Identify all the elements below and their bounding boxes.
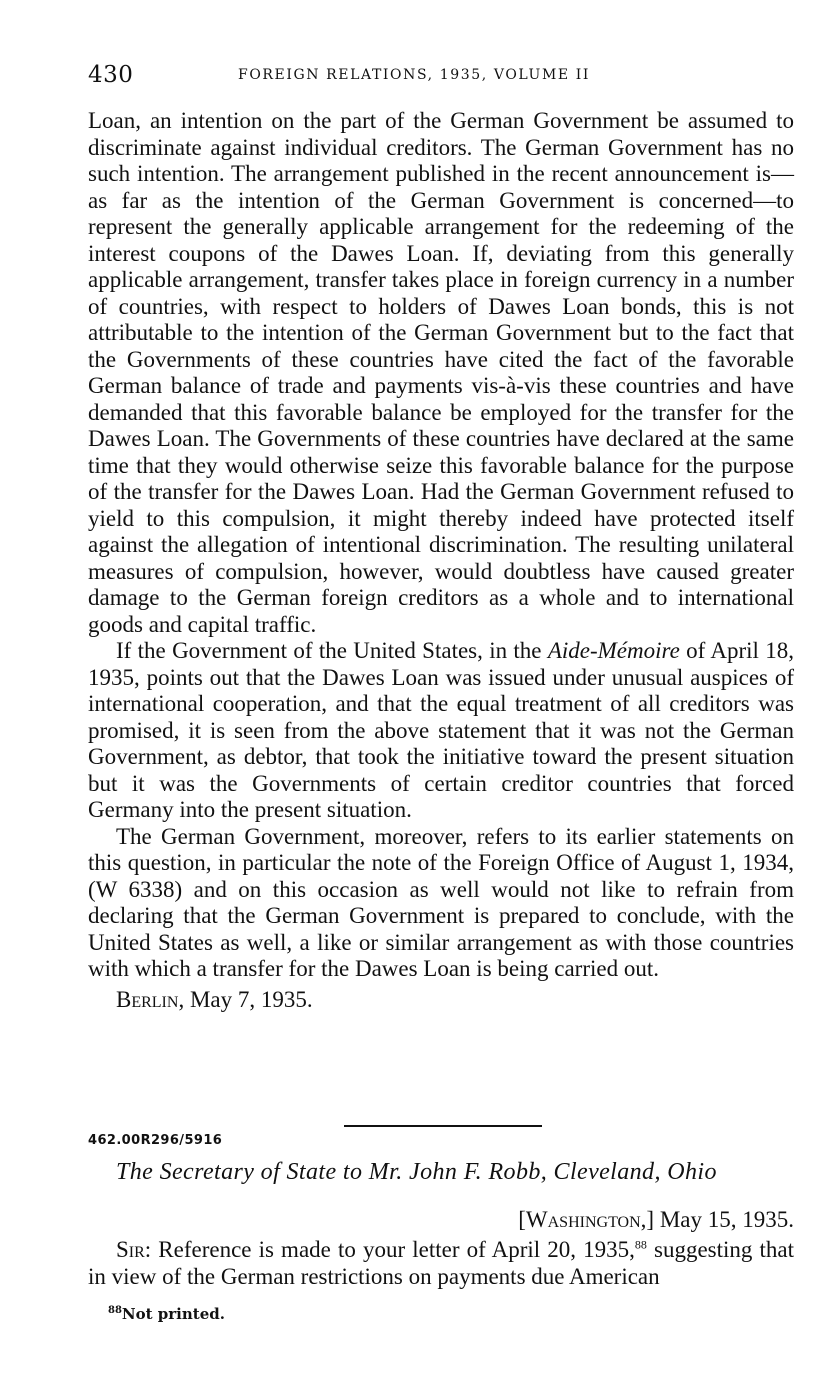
paragraph [88, 638, 794, 824]
footnote [108, 1305, 225, 1323]
paragraph-text: If the Government of the United States, in the [116, 638, 548, 663]
dateline-place: Berlin [116, 986, 179, 1012]
section-divider [344, 1125, 542, 1127]
letter-body [88, 1237, 794, 1290]
place: [Washington,] [518, 1207, 655, 1232]
paragraph-text: suggesting that in view of the German restrictions on payments due American [88, 1237, 794, 1289]
date: May 15, 1935. [654, 1207, 794, 1232]
paragraph: Loan, an intention on the part of the German Government be assumed to discriminate against individual creditors. The German Government has no such intention. The arrangement published in the recent announcement is—as far as the intention of the German Government is concerned—to represent the generally applicable arrangement for the redeeming of the interest coupons of the Dawes Loan. If, deviating from this generally applicable arrangement, transfer takes place in foreign currency in a number of countries, with respect to holders of Dawes Loan bonds, this is not attributable to the intention of the German Government but to the fact that the Governments of these countries have cited the fact of the favorable German balance of trade and payments vis-à-vis these countries and have demanded that this favorable balance be employed for the transfer for the Dawes Loan. The Governments of these countries have declared at the same time that they would otherwise seize this favorable balance for the purpose of the transfer for the Dawes Loan. Had the German Government refused to yield to this compulsion, it might thereby indeed have protected itself against the allegation of intentional discrimination. The resulting unilateral measures of compulsion, however, would doubtless have caused greater damage to the German foreign creditors as a whole and to international goods and capital traffic. [88, 108, 794, 637]
paragraph: The German Government, moreover, refers to its earlier statements on this question, in particular the note of the Foreign Office of August 1, 1934, (W 6338) and on this occasion as well would not like to refrain from declaring that the German Government is prepared to conclude, with the United States as well, a like or similar arrangement as with those countries with which a transfer for the Dawes Loan is being carried out. [88, 823, 794, 981]
footnote-marker: 88 [108, 1305, 122, 1316]
footnote-reference: 88 [634, 1237, 647, 1252]
running-head: FOREIGN RELATIONS, 1935, VOLUME II [238, 67, 591, 83]
page-number: 430 [88, 62, 134, 88]
paragraph-text: of April 18, 1935, points out that the Dawes Loan was issued under unusual auspices of international cooperation, and that the equal treatment of all creditors was promised, it is seen from the above statement that it was not the German Government, as debtor, that took the initiative toward the present situation but it was the Governments of certain creditor countries that forced Germany into the present situation. [88, 638, 794, 822]
paragraph [88, 1237, 794, 1290]
note-body [88, 108, 794, 1013]
dateline [88, 987, 794, 1014]
salutation: Sir: [116, 1237, 152, 1262]
footnote-text: Not printed. [121, 1305, 225, 1323]
place-date-line [88, 1205, 794, 1235]
dateline-date: , May 7, 1935. [178, 986, 313, 1012]
italic-term: Aide-Mémoire [547, 638, 680, 663]
file-number: 462.00R296/5916 [88, 1133, 223, 1148]
document-title: The Secretary of State to Mr. John F. Robb, Cleveland, Ohio [116, 1159, 717, 1185]
paragraph-text: Reference is made to your letter of April 20, 1935, [151, 1237, 635, 1262]
page-header [88, 62, 794, 94]
